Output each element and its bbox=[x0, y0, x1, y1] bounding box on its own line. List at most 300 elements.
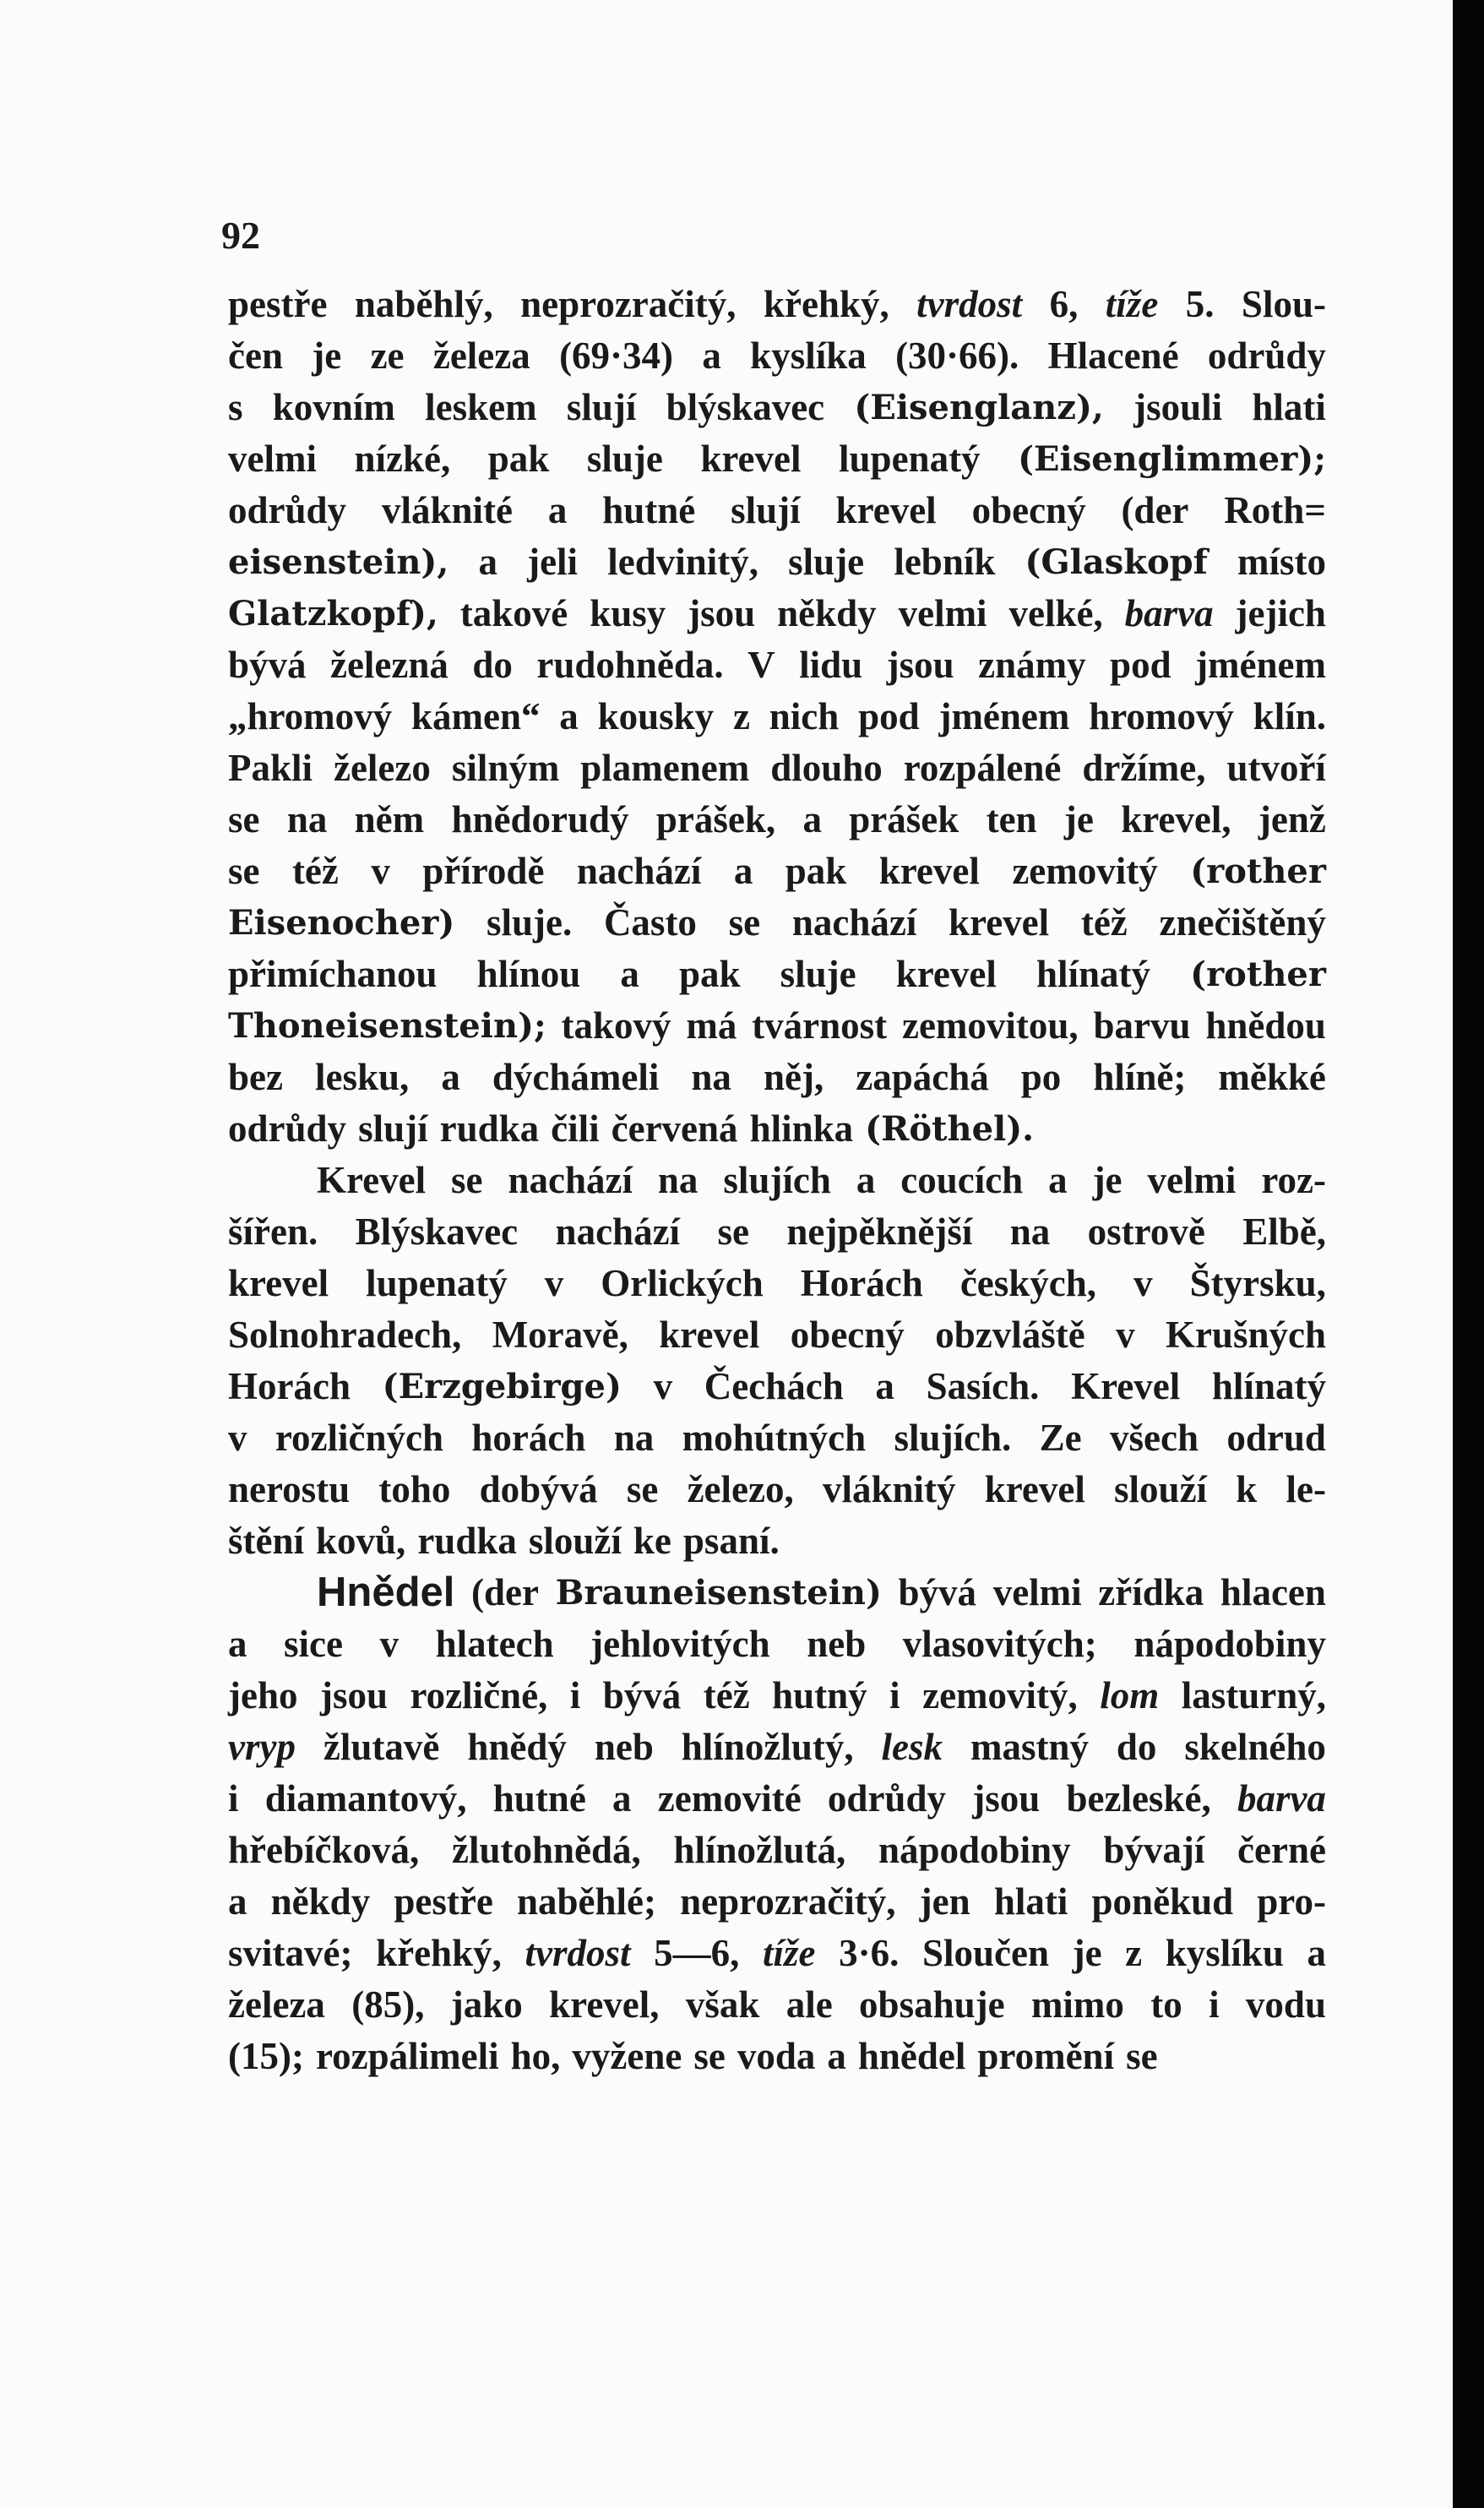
word: v bbox=[228, 1417, 247, 1459]
word: hřebíčková, bbox=[228, 1829, 420, 1871]
word: jsouli bbox=[1133, 386, 1223, 428]
word: (Glaskopf bbox=[1025, 542, 1208, 582]
word: a bbox=[802, 798, 822, 841]
word: má bbox=[686, 1004, 737, 1047]
text-line bbox=[228, 1619, 1326, 1670]
text-line bbox=[228, 1052, 1326, 1103]
word: pestře bbox=[394, 1880, 493, 1923]
word: odrůdy bbox=[228, 489, 347, 531]
word: barva bbox=[1237, 1777, 1326, 1820]
word: žlutavě bbox=[323, 1726, 440, 1768]
word: je bbox=[1072, 1932, 1102, 1974]
word: zemovité bbox=[657, 1777, 802, 1820]
text-line bbox=[228, 897, 1326, 949]
word: i bbox=[889, 1674, 900, 1716]
word: bývá bbox=[602, 1674, 682, 1716]
word: a bbox=[228, 1880, 247, 1923]
word: slouží bbox=[528, 1520, 622, 1562]
word: lupenatý bbox=[366, 1262, 508, 1304]
word: (15); bbox=[228, 2035, 304, 2077]
word: mastný bbox=[970, 1726, 1089, 1768]
text-line bbox=[228, 1361, 1326, 1412]
word: (Erzgebirge) bbox=[382, 1367, 622, 1406]
word: klín. bbox=[1253, 695, 1326, 737]
word: Thoneisenstein); bbox=[228, 1006, 546, 1046]
word: bývá bbox=[898, 1571, 977, 1613]
word: kovů, bbox=[316, 1520, 406, 1562]
word: křehký, bbox=[763, 283, 889, 325]
word: (der bbox=[471, 1571, 539, 1613]
text-line bbox=[228, 1825, 1326, 1876]
word: nápodobiny bbox=[878, 1829, 1071, 1871]
word: pro- bbox=[1257, 1880, 1326, 1923]
text-line bbox=[228, 1309, 1326, 1361]
word: hlacen bbox=[1220, 1571, 1326, 1613]
word: slujích bbox=[723, 1159, 831, 1201]
word: psaní. bbox=[682, 1520, 780, 1562]
word: mimo bbox=[1030, 1983, 1124, 2026]
word: Pakli bbox=[228, 747, 313, 789]
word: roz- bbox=[1261, 1159, 1326, 1201]
word: obsahuje bbox=[859, 1983, 1005, 2026]
word: a bbox=[733, 850, 753, 892]
word: tíže bbox=[1105, 283, 1159, 325]
word: horách bbox=[471, 1417, 586, 1459]
word: nerostu bbox=[228, 1468, 351, 1510]
word: v bbox=[371, 850, 390, 892]
word: jehlovitých bbox=[590, 1623, 770, 1665]
word: kyslíku bbox=[1165, 1932, 1284, 1974]
word: Slou- bbox=[1241, 283, 1326, 325]
word: se bbox=[728, 901, 761, 944]
word: takové bbox=[459, 592, 568, 634]
word: jenž bbox=[1258, 798, 1326, 841]
word: toho bbox=[378, 1468, 451, 1510]
word: zemovitý bbox=[1012, 850, 1158, 892]
word: krevel bbox=[700, 438, 802, 480]
word: jsou bbox=[886, 644, 954, 686]
word: krevel, bbox=[549, 1983, 660, 2026]
word: a bbox=[478, 541, 497, 583]
word: a bbox=[441, 1056, 460, 1098]
word: ten bbox=[986, 798, 1037, 841]
word: prášek bbox=[849, 798, 959, 841]
word: železo bbox=[333, 747, 431, 789]
word: kyslíka bbox=[750, 335, 867, 377]
word: hlati bbox=[1252, 386, 1326, 428]
text-line bbox=[228, 949, 1326, 1000]
word: se bbox=[626, 1468, 659, 1510]
word: v bbox=[379, 1623, 400, 1665]
word: Roth= bbox=[1224, 489, 1326, 531]
word: krevel, bbox=[1121, 798, 1231, 841]
word: 6, bbox=[1049, 283, 1079, 325]
text-line bbox=[228, 485, 1326, 536]
text-line bbox=[228, 1464, 1326, 1515]
word: Brauneisenstein) bbox=[555, 1573, 882, 1613]
word: pestře bbox=[228, 283, 328, 325]
word: (Eisenglimmer); bbox=[1018, 439, 1326, 479]
word: na bbox=[1009, 1210, 1051, 1253]
word: krevel bbox=[659, 1314, 760, 1356]
word: slují bbox=[358, 1107, 428, 1150]
word: voda bbox=[737, 2035, 816, 2077]
word: Orlických bbox=[601, 1262, 764, 1304]
word: krevel bbox=[878, 850, 980, 892]
text-line bbox=[228, 1670, 1326, 1722]
word: krevel bbox=[984, 1468, 1085, 1510]
text-line bbox=[228, 1928, 1326, 1979]
text-line bbox=[228, 1103, 1326, 1155]
word: utvoří bbox=[1226, 747, 1326, 789]
word: tvrdost bbox=[916, 283, 1023, 325]
word: velmi bbox=[1147, 1159, 1237, 1201]
word: jako bbox=[450, 1983, 523, 2026]
word: takový bbox=[561, 1004, 671, 1047]
word: z bbox=[1125, 1932, 1143, 1974]
word: jsou bbox=[688, 592, 756, 634]
word: svitavé; bbox=[228, 1932, 353, 1974]
word: se bbox=[1126, 2035, 1158, 2077]
word: lupenatý bbox=[839, 438, 981, 480]
word: kámen“ bbox=[410, 695, 541, 737]
text-line bbox=[228, 433, 1326, 485]
text-line bbox=[228, 691, 1326, 743]
word: (85), bbox=[351, 1983, 425, 2026]
word: černé bbox=[1237, 1829, 1326, 1871]
word: někdy bbox=[777, 592, 877, 634]
text-line bbox=[228, 794, 1326, 846]
word: Elbě, bbox=[1242, 1210, 1326, 1253]
word: odrud bbox=[1226, 1417, 1326, 1459]
word: neprozračitý, bbox=[680, 1880, 896, 1923]
word: tíže bbox=[762, 1932, 816, 1974]
word: držíme, bbox=[1082, 747, 1206, 789]
word: po bbox=[1020, 1056, 1062, 1098]
word: (der bbox=[1121, 489, 1189, 531]
word: vryp bbox=[228, 1726, 296, 1768]
text-line bbox=[228, 639, 1326, 691]
word: lesk bbox=[881, 1726, 943, 1768]
word: v bbox=[544, 1262, 564, 1304]
word: hlínatý bbox=[1211, 1365, 1326, 1407]
word: vyžene bbox=[572, 2035, 682, 2077]
word: šířen. bbox=[228, 1210, 318, 1253]
word: však bbox=[685, 1983, 760, 2026]
word: v bbox=[1133, 1262, 1153, 1304]
word: hlínožlutá, bbox=[673, 1829, 846, 1871]
word: se bbox=[717, 1210, 749, 1253]
word: tvrdost bbox=[525, 1932, 631, 1974]
word: Eisenocher) bbox=[228, 903, 455, 943]
word: českých, bbox=[959, 1262, 1097, 1304]
text-block bbox=[228, 279, 1326, 2082]
word: eisenstein), bbox=[228, 542, 449, 582]
word: Krevel bbox=[1071, 1365, 1181, 1407]
word: a bbox=[228, 1623, 247, 1665]
mineral-heading: Hnědel bbox=[317, 1570, 455, 1615]
word: zemovitou, bbox=[901, 1004, 1079, 1047]
word: le- bbox=[1286, 1468, 1326, 1510]
word: pak bbox=[487, 438, 550, 480]
word: krevel bbox=[949, 901, 1050, 944]
word: prášek, bbox=[655, 798, 776, 841]
word: lesku, bbox=[315, 1056, 410, 1098]
word: Blýskavec bbox=[355, 1210, 519, 1253]
word: železo, bbox=[687, 1468, 794, 1510]
word: čen bbox=[228, 335, 283, 377]
word: přírodě bbox=[422, 850, 545, 892]
word: Horách bbox=[228, 1365, 351, 1407]
word: plamenem bbox=[580, 747, 750, 789]
word: se bbox=[451, 1159, 483, 1201]
word: též bbox=[1080, 901, 1128, 944]
word: a bbox=[620, 953, 639, 995]
word: Štyrsku, bbox=[1189, 1262, 1326, 1304]
word: na bbox=[691, 1056, 731, 1098]
word: lidu bbox=[799, 644, 863, 686]
word: hnědorudý bbox=[451, 798, 629, 841]
word: pak bbox=[678, 953, 741, 995]
word: ostrově bbox=[1087, 1210, 1205, 1253]
word: krevel bbox=[228, 1262, 329, 1304]
word: obecný bbox=[971, 489, 1086, 531]
word: odrůdy bbox=[1207, 335, 1326, 377]
text-line bbox=[228, 1258, 1326, 1309]
word: Moravě, bbox=[492, 1314, 628, 1356]
word: nachází bbox=[791, 901, 917, 944]
text-line bbox=[228, 330, 1326, 382]
word: něj, bbox=[763, 1056, 824, 1098]
word: na bbox=[613, 1417, 655, 1459]
word: železa bbox=[432, 335, 530, 377]
word: coucích bbox=[900, 1159, 1024, 1201]
word: Glatzkopf), bbox=[228, 594, 438, 634]
word: (69·34) bbox=[559, 335, 674, 377]
word: žlutohnědá, bbox=[451, 1829, 641, 1871]
word: bývá bbox=[228, 644, 307, 686]
word: Sloučen bbox=[921, 1932, 1049, 1974]
word: lebník bbox=[894, 541, 996, 583]
word: ke bbox=[633, 1520, 671, 1562]
word: obzvláště bbox=[935, 1314, 1085, 1356]
word: známy bbox=[978, 644, 1086, 686]
word: odrůdy bbox=[827, 1777, 946, 1820]
text-line bbox=[228, 279, 1326, 330]
word: poněkud bbox=[1091, 1880, 1234, 1923]
text-line bbox=[228, 743, 1326, 794]
word: hromový bbox=[1089, 695, 1234, 737]
word: měkké bbox=[1218, 1056, 1326, 1098]
word: to bbox=[1150, 1983, 1182, 2026]
word: ze bbox=[370, 335, 405, 377]
word: Horách bbox=[800, 1262, 923, 1304]
word: jménem bbox=[1195, 644, 1326, 686]
word: je bbox=[1092, 1159, 1123, 1201]
word: (rother bbox=[1190, 851, 1326, 891]
word: nachází bbox=[508, 1159, 633, 1201]
word: jeho bbox=[228, 1674, 298, 1716]
word: nachází bbox=[576, 850, 702, 892]
word: mohútných bbox=[682, 1417, 867, 1459]
word: neb bbox=[594, 1726, 654, 1768]
word: místo bbox=[1237, 541, 1326, 583]
word: tvárnost bbox=[752, 1004, 888, 1047]
word: čili bbox=[551, 1107, 600, 1150]
word: z bbox=[732, 695, 750, 737]
word: hutné bbox=[492, 1777, 586, 1820]
word: (Röthel). bbox=[865, 1109, 1035, 1149]
word: kusy bbox=[590, 592, 666, 634]
word: na bbox=[286, 798, 328, 841]
word: je bbox=[1063, 798, 1094, 841]
word: ho, bbox=[510, 2035, 561, 2077]
word: hlati bbox=[993, 1880, 1068, 1923]
word: kovním bbox=[272, 386, 395, 428]
word: nápodobiny bbox=[1133, 1623, 1326, 1665]
word: pod bbox=[858, 695, 920, 737]
word: velmi bbox=[898, 592, 987, 634]
text-line bbox=[228, 1722, 1326, 1773]
text-line bbox=[228, 1155, 1326, 1206]
word: i bbox=[569, 1674, 581, 1716]
word: hlínožlutý, bbox=[681, 1726, 854, 1768]
word: se bbox=[228, 798, 260, 841]
word: promění bbox=[977, 2035, 1115, 2077]
word: sice bbox=[284, 1623, 344, 1665]
word: dlouho bbox=[770, 747, 883, 789]
word: 5—6, bbox=[654, 1932, 740, 1974]
word: sluje bbox=[586, 438, 663, 480]
text-line bbox=[228, 1567, 1326, 1619]
word: jsou bbox=[319, 1674, 388, 1716]
word: na bbox=[657, 1159, 699, 1201]
word: Často bbox=[603, 901, 697, 944]
word: v bbox=[1116, 1314, 1135, 1356]
word: vodu bbox=[1245, 1983, 1326, 2026]
word: leskem bbox=[425, 386, 537, 428]
text-line bbox=[228, 1773, 1326, 1825]
word: v bbox=[653, 1365, 673, 1407]
word: neprozračitý, bbox=[520, 283, 737, 325]
word: kousky bbox=[597, 695, 715, 737]
word: též bbox=[291, 850, 339, 892]
word: se bbox=[693, 2035, 726, 2077]
word: naběhlé; bbox=[516, 1880, 656, 1923]
scan-edge bbox=[1453, 0, 1484, 2508]
word: krevel bbox=[895, 953, 997, 995]
word: lom bbox=[1100, 1674, 1160, 1716]
text-line bbox=[228, 846, 1326, 897]
word: zapáchá bbox=[856, 1056, 989, 1098]
text-line bbox=[228, 1000, 1326, 1052]
word: rudka bbox=[439, 1107, 540, 1150]
word: červená bbox=[611, 1107, 738, 1150]
word: krevel bbox=[835, 489, 937, 531]
word: Sasích. bbox=[926, 1365, 1040, 1407]
text-line bbox=[228, 2031, 1326, 2082]
word: hutný bbox=[772, 1674, 867, 1716]
word: ledvinitý, bbox=[607, 541, 758, 583]
word: Ze bbox=[1039, 1417, 1082, 1459]
word: zemovitý, bbox=[922, 1674, 1078, 1716]
word: a bbox=[875, 1365, 894, 1407]
word: a bbox=[559, 695, 579, 737]
word: „hromový bbox=[228, 695, 393, 737]
word: Krevel bbox=[317, 1159, 427, 1201]
word: pod bbox=[1110, 644, 1171, 686]
word: dýchámeli bbox=[492, 1056, 660, 1098]
word: pak bbox=[785, 850, 847, 892]
word: V bbox=[747, 644, 775, 686]
text-line bbox=[228, 588, 1326, 639]
word: i bbox=[1209, 1983, 1220, 2026]
word: sluje. bbox=[487, 901, 573, 944]
word: rudohněda. bbox=[536, 644, 724, 686]
word: skelného bbox=[1184, 1726, 1326, 1768]
word: křehký, bbox=[376, 1932, 502, 1974]
word: zřídka bbox=[1098, 1571, 1204, 1613]
text-line bbox=[228, 382, 1326, 433]
word: hlínatý bbox=[1036, 953, 1151, 995]
word: slouží bbox=[1114, 1468, 1208, 1510]
word: slují bbox=[731, 489, 801, 531]
word: bezleské, bbox=[1066, 1777, 1211, 1820]
word: (30·66). bbox=[895, 335, 1019, 377]
word: sluje bbox=[788, 541, 865, 583]
word: slujích. bbox=[894, 1417, 1012, 1459]
word: naběhlý, bbox=[354, 283, 493, 325]
word: (Eisenglanz), bbox=[854, 388, 1104, 427]
word: odrůdy bbox=[228, 1107, 347, 1150]
word: a bbox=[547, 489, 568, 531]
word: nejpěknější bbox=[786, 1210, 973, 1253]
word: jeli bbox=[527, 541, 579, 583]
word: hlíně; bbox=[1093, 1056, 1187, 1098]
word: nich bbox=[769, 695, 840, 737]
word: velké, bbox=[1008, 592, 1103, 634]
word: štění bbox=[228, 1520, 304, 1562]
word: vlasovitých; bbox=[902, 1623, 1097, 1665]
word: jen bbox=[919, 1880, 970, 1923]
text-line bbox=[228, 1979, 1326, 2031]
word: vláknité bbox=[381, 489, 513, 531]
word: neb bbox=[807, 1623, 867, 1665]
word: obecný bbox=[790, 1314, 905, 1356]
word: rozpálimeli bbox=[315, 2035, 499, 2077]
word: železná bbox=[329, 644, 448, 686]
text-line bbox=[228, 536, 1326, 588]
word: i bbox=[228, 1777, 239, 1820]
word: bez bbox=[228, 1056, 283, 1098]
word: železa bbox=[228, 1983, 325, 2026]
word: (rother bbox=[1190, 955, 1326, 994]
word: přimíchanou bbox=[228, 953, 438, 995]
word: se bbox=[228, 850, 260, 892]
word: a bbox=[1307, 1932, 1326, 1974]
word: hnědou bbox=[1205, 1004, 1326, 1047]
word: hutné bbox=[602, 489, 696, 531]
word: Čechách bbox=[704, 1365, 844, 1407]
page-number: 92 bbox=[221, 214, 260, 257]
word: k bbox=[1236, 1468, 1258, 1510]
word: něm bbox=[354, 798, 425, 841]
word: rudka bbox=[417, 1520, 517, 1562]
word: vláknitý bbox=[822, 1468, 956, 1510]
word: bývají bbox=[1103, 1829, 1205, 1871]
word: do bbox=[1116, 1726, 1157, 1768]
word: někdy bbox=[270, 1880, 371, 1923]
